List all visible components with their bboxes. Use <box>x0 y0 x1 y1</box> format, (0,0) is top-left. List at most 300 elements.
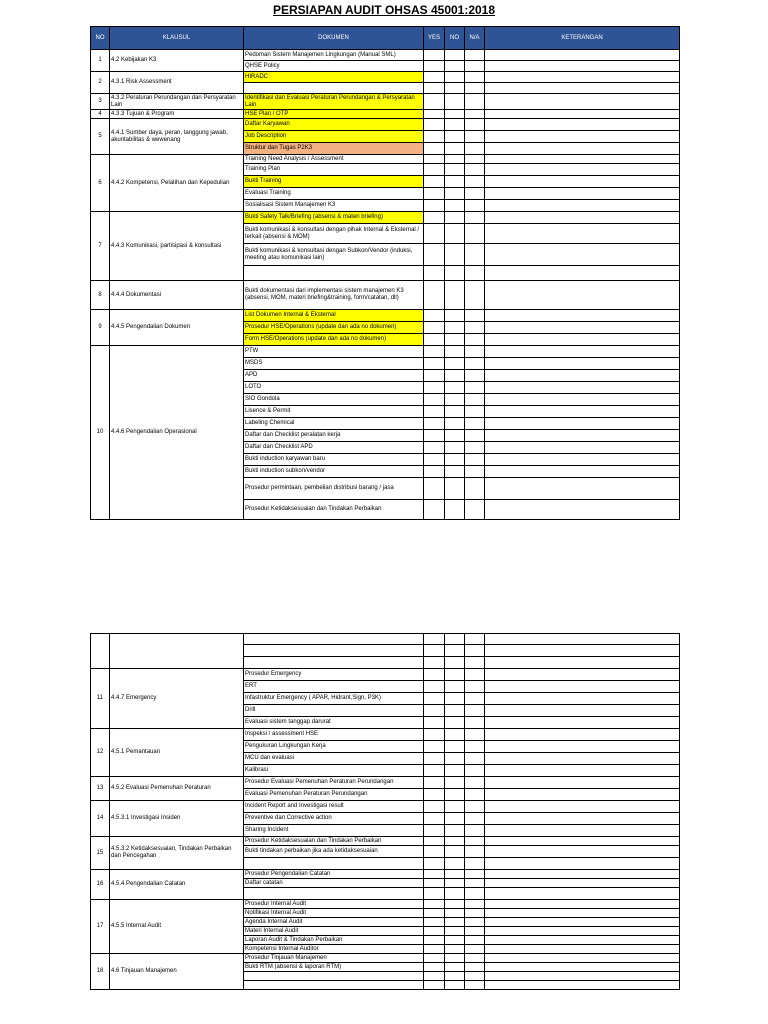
no-check-cell[interactable] <box>445 454 465 466</box>
keterangan-cell[interactable] <box>485 346 680 358</box>
yes-check-cell[interactable] <box>424 717 445 729</box>
klausul-cell: 4.5.3.1 Investigasi Insiden <box>110 801 244 837</box>
yes-check-cell[interactable] <box>424 176 445 188</box>
na-check-cell[interactable] <box>465 358 485 370</box>
keterangan-cell[interactable] <box>485 657 680 669</box>
keterangan-cell[interactable] <box>485 176 680 188</box>
no-check-cell[interactable] <box>445 430 465 442</box>
na-check-cell[interactable] <box>465 813 485 825</box>
row-number: 1 <box>91 50 110 72</box>
no-check-cell[interactable] <box>445 72 465 83</box>
na-check-cell[interactable] <box>465 322 485 334</box>
keterangan-cell[interactable] <box>485 370 680 382</box>
na-check-cell[interactable] <box>465 972 485 981</box>
no-check-cell[interactable] <box>445 888 465 900</box>
yes-check-cell[interactable] <box>424 813 445 825</box>
na-check-cell[interactable] <box>465 281 485 310</box>
no-check-cell[interactable] <box>445 789 465 801</box>
no-check-cell[interactable] <box>445 188 465 200</box>
na-check-cell[interactable] <box>465 94 485 110</box>
dokumen-cell: List Dokumen Internal & Eksternal <box>244 310 424 322</box>
yes-check-cell[interactable] <box>424 200 445 212</box>
yes-check-cell[interactable] <box>424 981 445 990</box>
yes-check-cell[interactable] <box>424 430 445 442</box>
na-check-cell[interactable] <box>465 693 485 705</box>
na-check-cell[interactable] <box>465 61 485 72</box>
na-check-cell[interactable] <box>465 909 485 918</box>
na-check-cell[interactable] <box>465 936 485 945</box>
yes-check-cell[interactable] <box>424 370 445 382</box>
dokumen-cell: Evaluasi sistem tanggap darurat <box>244 717 424 729</box>
yes-check-cell[interactable] <box>424 418 445 430</box>
no-check-cell[interactable] <box>445 110 465 119</box>
na-check-cell[interactable] <box>465 83 485 94</box>
row-number: 3 <box>91 94 110 110</box>
no-check-cell[interactable] <box>445 322 465 334</box>
no-check-cell[interactable] <box>445 801 465 813</box>
no-check-cell[interactable] <box>445 131 465 143</box>
no-check-cell[interactable] <box>445 143 465 155</box>
no-check-cell[interactable] <box>445 813 465 825</box>
keterangan-cell[interactable] <box>485 634 680 645</box>
na-check-cell[interactable] <box>465 801 485 813</box>
no-check-cell[interactable] <box>445 466 465 478</box>
yes-check-cell[interactable] <box>424 442 445 454</box>
no-check-cell[interactable] <box>445 741 465 753</box>
dokumen-cell: Infastruktur Emergency ( APAR, Hidrant,Sign, P3K) <box>244 693 424 705</box>
keterangan-cell[interactable] <box>485 382 680 394</box>
keterangan-cell[interactable] <box>485 266 680 281</box>
keterangan-cell[interactable] <box>485 310 680 322</box>
na-check-cell[interactable] <box>465 143 485 155</box>
na-check-cell[interactable] <box>465 945 485 954</box>
na-check-cell[interactable] <box>465 765 485 777</box>
yes-check-cell[interactable] <box>424 634 445 645</box>
table-row <box>91 837 680 846</box>
keterangan-cell[interactable] <box>485 224 680 244</box>
na-check-cell[interactable] <box>465 310 485 322</box>
no-check-cell[interactable] <box>445 155 465 164</box>
na-check-cell[interactable] <box>465 777 485 789</box>
no-check-cell[interactable] <box>445 879 465 888</box>
dokumen-cell: Drill <box>244 705 424 717</box>
keterangan-cell[interactable] <box>485 244 680 266</box>
na-check-cell[interactable] <box>465 346 485 358</box>
keterangan-cell[interactable] <box>485 394 680 406</box>
no-check-cell[interactable] <box>445 858 465 870</box>
no-check-cell[interactable] <box>445 281 465 310</box>
keterangan-cell[interactable] <box>485 466 680 478</box>
na-check-cell[interactable] <box>465 212 485 224</box>
keterangan-cell[interactable] <box>485 945 680 954</box>
na-check-cell[interactable] <box>465 418 485 430</box>
no-check-cell[interactable] <box>445 927 465 936</box>
keterangan-cell[interactable] <box>485 972 680 981</box>
yes-check-cell[interactable] <box>424 936 445 945</box>
dokumen-cell <box>244 657 424 669</box>
na-check-cell[interactable] <box>465 705 485 717</box>
no-check-cell[interactable] <box>445 394 465 406</box>
keterangan-cell[interactable] <box>485 729 680 741</box>
na-check-cell[interactable] <box>465 72 485 83</box>
na-check-cell[interactable] <box>465 879 485 888</box>
keterangan-cell[interactable] <box>485 358 680 370</box>
keterangan-cell[interactable] <box>485 406 680 418</box>
keterangan-cell[interactable] <box>485 858 680 870</box>
na-check-cell[interactable] <box>465 753 485 765</box>
keterangan-cell[interactable] <box>485 981 680 990</box>
na-check-cell[interactable] <box>465 900 485 909</box>
na-check-cell[interactable] <box>465 430 485 442</box>
yes-check-cell[interactable] <box>424 110 445 119</box>
na-check-cell[interactable] <box>465 870 485 879</box>
na-check-cell[interactable] <box>465 500 485 520</box>
no-check-cell[interactable] <box>445 900 465 909</box>
na-check-cell[interactable] <box>465 370 485 382</box>
yes-check-cell[interactable] <box>424 83 445 94</box>
yes-check-cell[interactable] <box>424 954 445 963</box>
no-check-cell[interactable] <box>445 478 465 500</box>
na-check-cell[interactable] <box>465 200 485 212</box>
na-check-cell[interactable] <box>465 454 485 466</box>
yes-check-cell[interactable] <box>424 310 445 322</box>
na-check-cell[interactable] <box>465 334 485 346</box>
keterangan-cell[interactable] <box>485 155 680 164</box>
dokumen-cell: Sharing Incident <box>244 825 424 837</box>
keterangan-cell[interactable] <box>485 454 680 466</box>
na-check-cell[interactable] <box>465 981 485 990</box>
na-check-cell[interactable] <box>465 927 485 936</box>
no-check-cell[interactable] <box>445 94 465 110</box>
dokumen-cell: Bukti Training <box>244 176 424 188</box>
no-check-cell[interactable] <box>445 825 465 837</box>
no-check-cell[interactable] <box>445 945 465 954</box>
yes-check-cell[interactable] <box>424 61 445 72</box>
no-check-cell[interactable] <box>445 310 465 322</box>
na-check-cell[interactable] <box>465 717 485 729</box>
page-title-text: PERSIAPAN AUDIT OHSAS 45001:2018 <box>272 3 496 17</box>
yes-check-cell[interactable] <box>424 322 445 334</box>
keterangan-cell[interactable] <box>485 963 680 972</box>
no-check-cell[interactable] <box>445 176 465 188</box>
yes-check-cell[interactable] <box>424 500 445 520</box>
keterangan-cell[interactable] <box>485 110 680 119</box>
yes-check-cell[interactable] <box>424 669 445 681</box>
no-check-cell[interactable] <box>445 657 465 669</box>
keterangan-cell[interactable] <box>485 50 680 61</box>
na-check-cell[interactable] <box>465 406 485 418</box>
yes-check-cell[interactable] <box>424 466 445 478</box>
dokumen-cell: HIRADC <box>244 72 424 83</box>
yes-check-cell[interactable] <box>424 143 445 155</box>
yes-check-cell[interactable] <box>424 188 445 200</box>
no-check-cell[interactable] <box>445 963 465 972</box>
na-check-cell[interactable] <box>465 645 485 657</box>
dokumen-cell: Training Plan <box>244 164 424 176</box>
dokumen-cell: MSDS <box>244 358 424 370</box>
no-check-cell[interactable] <box>445 200 465 212</box>
na-check-cell[interactable] <box>465 858 485 870</box>
no-check-cell[interactable] <box>445 981 465 990</box>
no-check-cell[interactable] <box>445 370 465 382</box>
na-check-cell[interactable] <box>465 119 485 131</box>
no-check-cell[interactable] <box>445 669 465 681</box>
na-check-cell[interactable] <box>465 918 485 927</box>
yes-check-cell[interactable] <box>424 406 445 418</box>
dokumen-cell: Evaluasi Pemenuhan Peraturan Perundangan <box>244 789 424 801</box>
na-check-cell[interactable] <box>465 266 485 281</box>
yes-check-cell[interactable] <box>424 657 445 669</box>
no-check-cell[interactable] <box>445 870 465 879</box>
no-check-cell[interactable] <box>445 972 465 981</box>
keterangan-cell[interactable] <box>485 334 680 346</box>
no-check-cell[interactable] <box>445 224 465 244</box>
no-check-cell[interactable] <box>445 693 465 705</box>
na-check-cell[interactable] <box>465 110 485 119</box>
yes-check-cell[interactable] <box>424 50 445 61</box>
keterangan-cell[interactable] <box>485 900 680 909</box>
yes-check-cell[interactable] <box>424 693 445 705</box>
table-row <box>91 801 680 813</box>
na-check-cell[interactable] <box>465 789 485 801</box>
no-check-cell[interactable] <box>445 442 465 454</box>
na-check-cell[interactable] <box>465 394 485 406</box>
yes-check-cell[interactable] <box>424 963 445 972</box>
no-check-cell[interactable] <box>445 634 465 645</box>
keterangan-cell[interactable] <box>485 143 680 155</box>
no-check-cell[interactable] <box>445 406 465 418</box>
keterangan-cell[interactable] <box>485 888 680 900</box>
keterangan-cell[interactable] <box>485 837 680 846</box>
keterangan-cell[interactable] <box>485 879 680 888</box>
na-check-cell[interactable] <box>465 954 485 963</box>
keterangan-cell[interactable] <box>485 61 680 72</box>
keterangan-cell[interactable] <box>485 500 680 520</box>
keterangan-cell[interactable] <box>485 741 680 753</box>
keterangan-cell[interactable] <box>485 281 680 310</box>
na-check-cell[interactable] <box>465 825 485 837</box>
keterangan-cell[interactable] <box>485 705 680 717</box>
yes-check-cell[interactable] <box>424 705 445 717</box>
keterangan-cell[interactable] <box>485 825 680 837</box>
keterangan-cell[interactable] <box>485 813 680 825</box>
yes-check-cell[interactable] <box>424 837 445 846</box>
keterangan-cell[interactable] <box>485 131 680 143</box>
yes-check-cell[interactable] <box>424 888 445 900</box>
na-check-cell[interactable] <box>465 681 485 693</box>
keterangan-cell[interactable] <box>485 681 680 693</box>
keterangan-cell[interactable] <box>485 717 680 729</box>
keterangan-cell[interactable] <box>485 927 680 936</box>
no-check-cell[interactable] <box>445 705 465 717</box>
na-check-cell[interactable] <box>465 244 485 266</box>
yes-check-cell[interactable] <box>424 858 445 870</box>
yes-check-cell[interactable] <box>424 164 445 176</box>
na-check-cell[interactable] <box>465 382 485 394</box>
yes-check-cell[interactable] <box>424 846 445 858</box>
yes-check-cell[interactable] <box>424 454 445 466</box>
dokumen-cell: LOTO <box>244 382 424 394</box>
keterangan-cell[interactable] <box>485 212 680 224</box>
na-check-cell[interactable] <box>465 634 485 645</box>
keterangan-cell[interactable] <box>485 669 680 681</box>
yes-check-cell[interactable] <box>424 155 445 164</box>
keterangan-cell[interactable] <box>485 909 680 918</box>
keterangan-cell[interactable] <box>485 645 680 657</box>
keterangan-cell[interactable] <box>485 870 680 879</box>
yes-check-cell[interactable] <box>424 825 445 837</box>
yes-check-cell[interactable] <box>424 346 445 358</box>
yes-check-cell[interactable] <box>424 281 445 310</box>
na-check-cell[interactable] <box>465 164 485 176</box>
no-check-cell[interactable] <box>445 837 465 846</box>
yes-check-cell[interactable] <box>424 681 445 693</box>
keterangan-cell[interactable] <box>485 83 680 94</box>
keterangan-cell[interactable] <box>485 442 680 454</box>
table-row <box>91 50 680 61</box>
na-check-cell[interactable] <box>465 888 485 900</box>
keterangan-cell[interactable] <box>485 119 680 131</box>
na-check-cell[interactable] <box>465 176 485 188</box>
dokumen-cell: Daftar dan Checklist peralatan kerja <box>244 430 424 442</box>
na-check-cell[interactable] <box>465 442 485 454</box>
yes-check-cell[interactable] <box>424 801 445 813</box>
yes-check-cell[interactable] <box>424 72 445 83</box>
na-check-cell[interactable] <box>465 131 485 143</box>
yes-check-cell[interactable] <box>424 645 445 657</box>
yes-check-cell[interactable] <box>424 945 445 954</box>
yes-check-cell[interactable] <box>424 212 445 224</box>
no-check-cell[interactable] <box>445 753 465 765</box>
keterangan-cell[interactable] <box>485 200 680 212</box>
keterangan-cell[interactable] <box>485 954 680 963</box>
no-check-cell[interactable] <box>445 418 465 430</box>
no-check-cell[interactable] <box>445 50 465 61</box>
na-check-cell[interactable] <box>465 729 485 741</box>
na-check-cell[interactable] <box>465 846 485 858</box>
keterangan-cell[interactable] <box>485 753 680 765</box>
dokumen-cell: MCU dan evaluasi <box>244 753 424 765</box>
keterangan-cell[interactable] <box>485 164 680 176</box>
na-check-cell[interactable] <box>465 837 485 846</box>
no-check-cell[interactable] <box>445 936 465 945</box>
keterangan-cell[interactable] <box>485 478 680 500</box>
dokumen-cell: Bukti komunikasi & konsultasi dengan pihak Internal & Eksternal / terkait (absensi & MOM) <box>244 224 424 244</box>
no-check-cell[interactable] <box>445 500 465 520</box>
keterangan-cell[interactable] <box>485 94 680 110</box>
no-check-cell[interactable] <box>445 244 465 266</box>
yes-check-cell[interactable] <box>424 972 445 981</box>
keterangan-cell[interactable] <box>485 188 680 200</box>
keterangan-cell[interactable] <box>485 693 680 705</box>
yes-check-cell[interactable] <box>424 478 445 500</box>
yes-check-cell[interactable] <box>424 266 445 281</box>
keterangan-cell[interactable] <box>485 418 680 430</box>
yes-check-cell[interactable] <box>424 334 445 346</box>
keterangan-cell[interactable] <box>485 765 680 777</box>
yes-check-cell[interactable] <box>424 927 445 936</box>
no-check-cell[interactable] <box>445 61 465 72</box>
keterangan-cell[interactable] <box>485 430 680 442</box>
no-check-cell[interactable] <box>445 83 465 94</box>
no-check-cell[interactable] <box>445 918 465 927</box>
yes-check-cell[interactable] <box>424 918 445 927</box>
dokumen-cell: Daftar Karyawan <box>244 119 424 131</box>
no-check-cell[interactable] <box>445 358 465 370</box>
keterangan-cell[interactable] <box>485 777 680 789</box>
na-check-cell[interactable] <box>465 741 485 753</box>
dokumen-cell: Bukti tindakan perbaikan jika ada ketidaksesuaian <box>244 846 424 858</box>
yes-check-cell[interactable] <box>424 394 445 406</box>
yes-check-cell[interactable] <box>424 358 445 370</box>
klausul-cell: 4.4.2 Kompetensi, Pelatihan dan Kepedulian <box>110 155 244 212</box>
no-check-cell[interactable] <box>445 382 465 394</box>
yes-check-cell[interactable] <box>424 789 445 801</box>
yes-check-cell[interactable] <box>424 900 445 909</box>
row-number: 9 <box>91 310 110 346</box>
yes-check-cell[interactable] <box>424 244 445 266</box>
yes-check-cell[interactable] <box>424 729 445 741</box>
keterangan-cell[interactable] <box>485 801 680 813</box>
na-check-cell[interactable] <box>465 657 485 669</box>
keterangan-cell[interactable] <box>485 846 680 858</box>
na-check-cell[interactable] <box>465 669 485 681</box>
no-check-cell[interactable] <box>445 645 465 657</box>
yes-check-cell[interactable] <box>424 94 445 110</box>
no-check-cell[interactable] <box>445 681 465 693</box>
yes-check-cell[interactable] <box>424 879 445 888</box>
no-check-cell[interactable] <box>445 717 465 729</box>
no-check-cell[interactable] <box>445 266 465 281</box>
keterangan-cell[interactable] <box>485 72 680 83</box>
na-check-cell[interactable] <box>465 478 485 500</box>
yes-check-cell[interactable] <box>424 224 445 244</box>
no-check-cell[interactable] <box>445 164 465 176</box>
no-check-cell[interactable] <box>445 777 465 789</box>
no-check-cell[interactable] <box>445 212 465 224</box>
yes-check-cell[interactable] <box>424 777 445 789</box>
yes-check-cell[interactable] <box>424 765 445 777</box>
no-check-cell[interactable] <box>445 346 465 358</box>
yes-check-cell[interactable] <box>424 131 445 143</box>
no-check-cell[interactable] <box>445 334 465 346</box>
keterangan-cell[interactable] <box>485 918 680 927</box>
yes-check-cell[interactable] <box>424 741 445 753</box>
na-check-cell[interactable] <box>465 963 485 972</box>
yes-check-cell[interactable] <box>424 119 445 131</box>
na-check-cell[interactable] <box>465 188 485 200</box>
no-check-cell[interactable] <box>445 729 465 741</box>
row-number: 16 <box>91 870 110 900</box>
keterangan-cell[interactable] <box>485 936 680 945</box>
na-check-cell[interactable] <box>465 155 485 164</box>
na-check-cell[interactable] <box>465 50 485 61</box>
no-check-cell[interactable] <box>445 909 465 918</box>
yes-check-cell[interactable] <box>424 870 445 879</box>
yes-check-cell[interactable] <box>424 753 445 765</box>
na-check-cell[interactable] <box>465 224 485 244</box>
no-check-cell[interactable] <box>445 765 465 777</box>
yes-check-cell[interactable] <box>424 909 445 918</box>
no-check-cell[interactable] <box>445 119 465 131</box>
keterangan-cell[interactable] <box>485 322 680 334</box>
no-check-cell[interactable] <box>445 954 465 963</box>
yes-check-cell[interactable] <box>424 382 445 394</box>
no-check-cell[interactable] <box>445 846 465 858</box>
na-check-cell[interactable] <box>465 466 485 478</box>
keterangan-cell[interactable] <box>485 789 680 801</box>
dokumen-cell: Notifikasi Internal Audit <box>244 909 424 918</box>
